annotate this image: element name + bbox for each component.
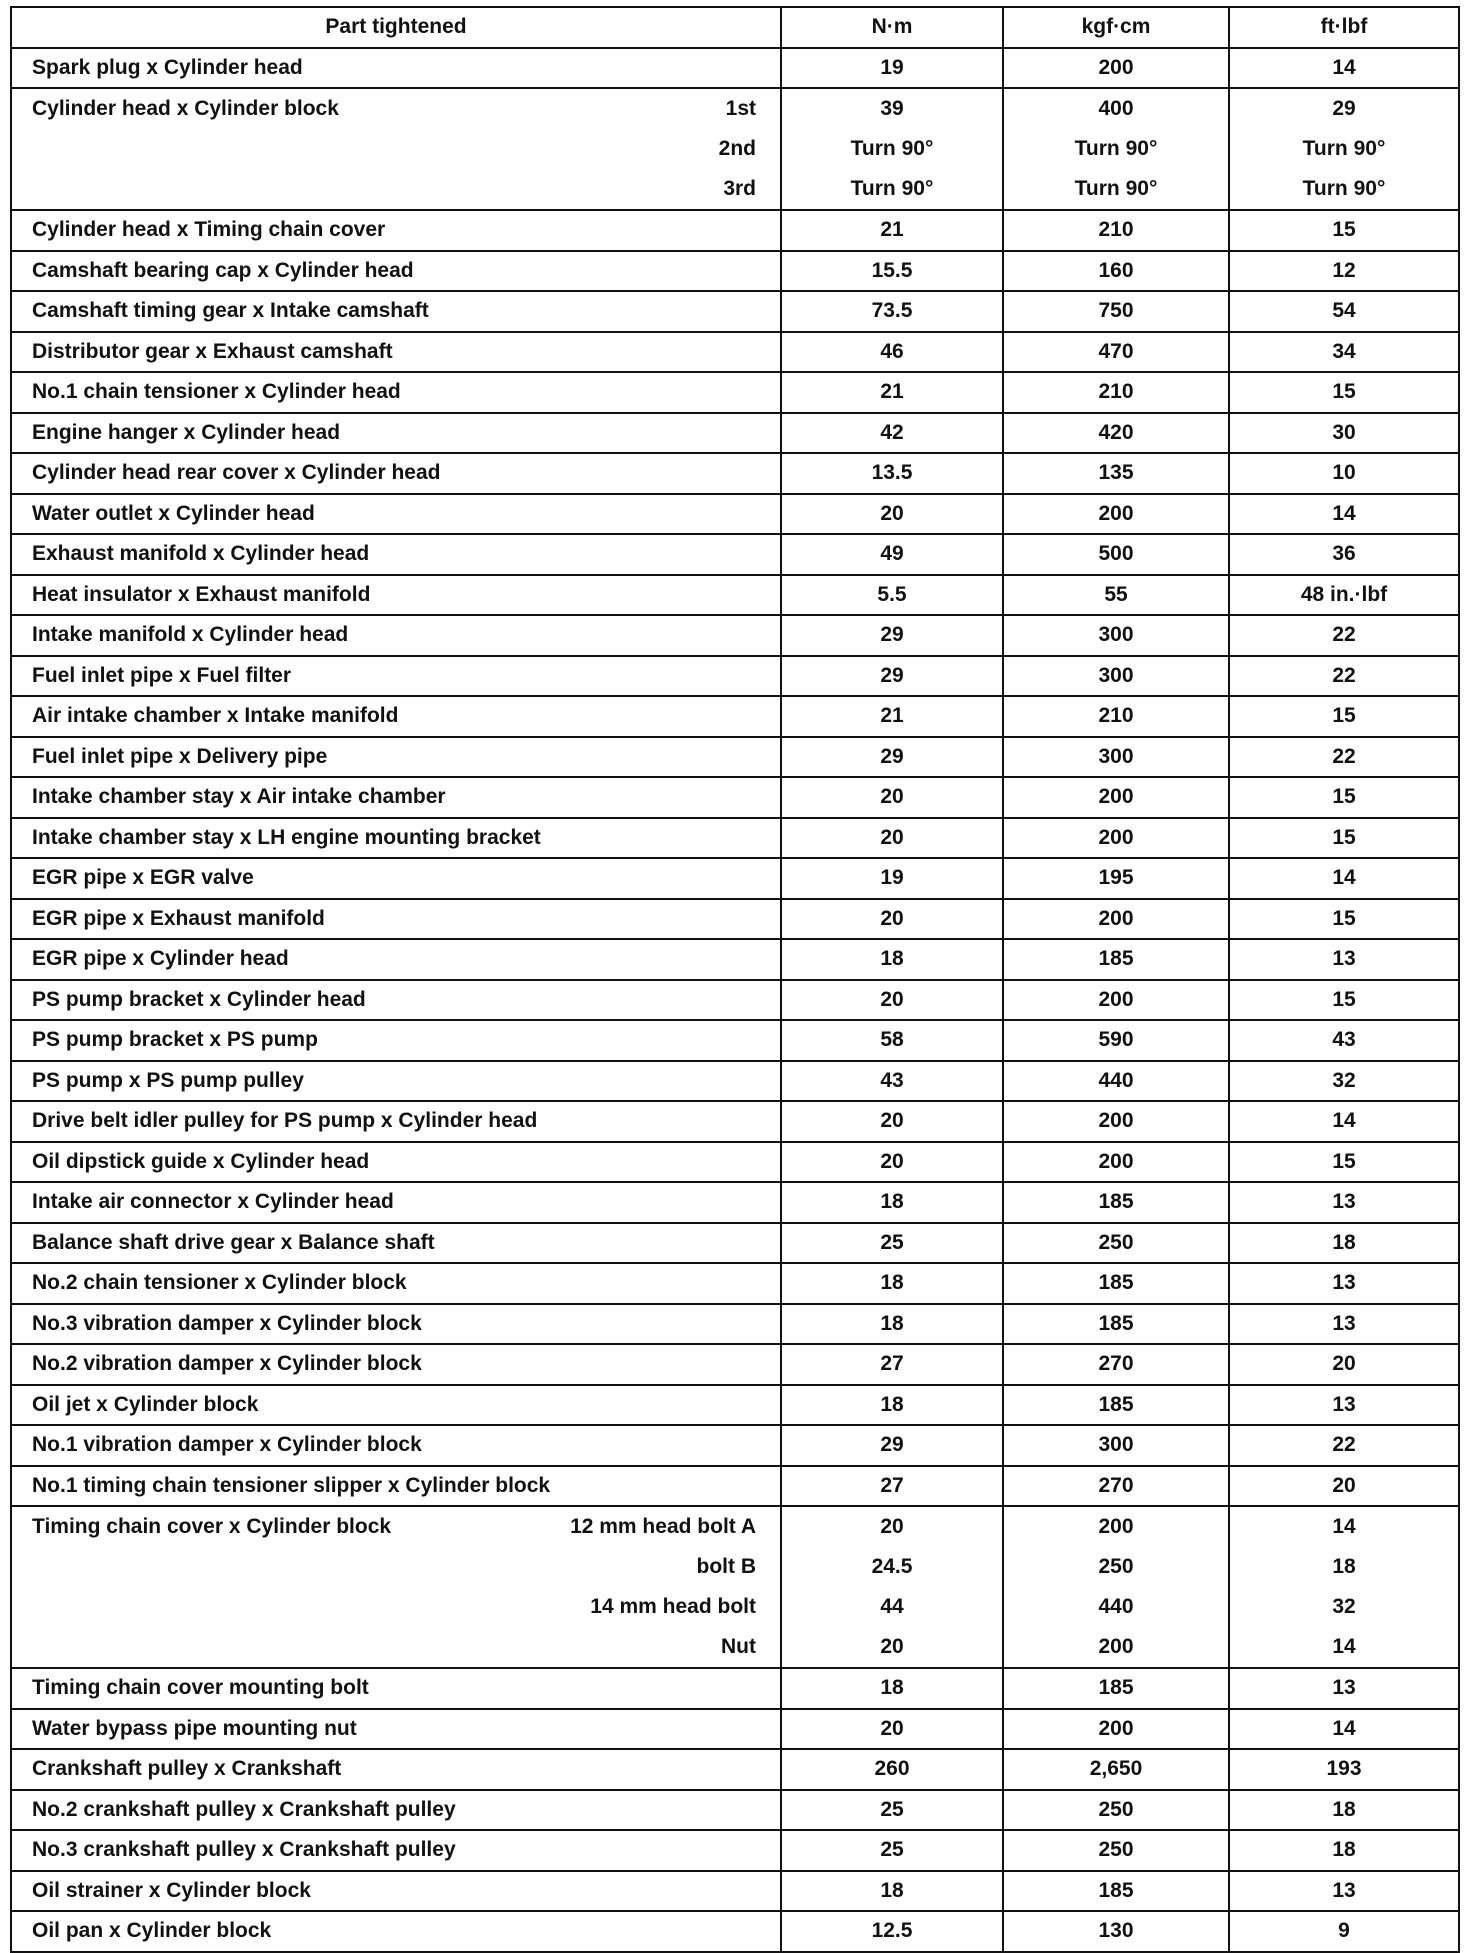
table-row <box>11 1790 1459 1831</box>
nm-cell: 18 <box>781 1871 1003 1912</box>
part-name: Cylinder head x Cylinder block <box>32 97 339 120</box>
table-row <box>11 615 1459 656</box>
header-ftlbf: ft·lbf <box>1229 7 1459 48</box>
nm-cell: 25 <box>781 1830 1003 1871</box>
kgfcm-cell: 185 <box>1003 1385 1229 1426</box>
ftlbf-step-value: Turn 90° <box>1302 177 1386 200</box>
ftlbf-cell: 15 <box>1229 899 1459 940</box>
part-cell: No.1 vibration damper x Cylinder block <box>11 1425 781 1466</box>
part-cell: EGR pipe x Cylinder head <box>11 939 781 980</box>
part-cell <box>11 1506 781 1668</box>
ftlbf-cell: 15 <box>1229 980 1459 1021</box>
step-line <box>32 89 770 129</box>
kgfcm-cell: 195 <box>1003 858 1229 899</box>
part-cell: Engine hanger x Cylinder head <box>11 413 781 454</box>
kgfcm-cell: 250 <box>1003 1790 1229 1831</box>
ftlbf-cell: 54 <box>1229 291 1459 332</box>
nm-cell: 25 <box>781 1790 1003 1831</box>
kgfcm-step-value: Turn 90° <box>1074 177 1158 200</box>
ftlbf-cell: 22 <box>1229 737 1459 778</box>
nm-cell: 46 <box>781 332 1003 373</box>
nm-cell: 20 <box>781 1101 1003 1142</box>
kgfcm-cell: 210 <box>1003 696 1229 737</box>
step-label: 1st <box>725 97 756 120</box>
part-cell: No.2 crankshaft pulley x Crankshaft pulley <box>11 1790 781 1831</box>
part-cell: PS pump x PS pump pulley <box>11 1061 781 1102</box>
nm-cell: 20 <box>781 818 1003 859</box>
nm-cell: 42 <box>781 413 1003 454</box>
ftlbf-cell: 9 <box>1229 1911 1459 1952</box>
kgfcm-cell: 185 <box>1003 1871 1229 1912</box>
kgfcm-cell: 200 <box>1003 1101 1229 1142</box>
ftlbf-cell: 14 <box>1229 494 1459 535</box>
part-cell: Distributor gear x Exhaust camshaft <box>11 332 781 373</box>
ftlbf-cell: 13 <box>1229 1871 1459 1912</box>
nm-cell: 58 <box>781 1020 1003 1061</box>
table-body <box>11 48 1459 1952</box>
ftlbf-step-value: 29 <box>1332 97 1356 120</box>
part-cell: Crankshaft pulley x Crankshaft <box>11 1749 781 1790</box>
nm-cell: 18 <box>781 1182 1003 1223</box>
ftlbf-cell <box>1229 1506 1459 1668</box>
ftlbf-cell: 20 <box>1229 1466 1459 1507</box>
kgfcm-cell: 200 <box>1003 48 1229 89</box>
ftlbf-step-value: 14 <box>1332 1515 1356 1538</box>
nm-cell: 20 <box>781 1709 1003 1750</box>
nm-cell <box>781 1506 1003 1668</box>
part-cell: No.2 vibration damper x Cylinder block <box>11 1344 781 1385</box>
part-cell: Cylinder head rear cover x Cylinder head <box>11 453 781 494</box>
nm-cell: 29 <box>781 1425 1003 1466</box>
step-label: 3rd <box>723 177 756 200</box>
ftlbf-cell: 14 <box>1229 1101 1459 1142</box>
kgfcm-cell: 750 <box>1003 291 1229 332</box>
table-row <box>11 1304 1459 1345</box>
table-row <box>11 656 1459 697</box>
table-row <box>11 534 1459 575</box>
table-row <box>11 1668 1459 1709</box>
kgfcm-cell: 300 <box>1003 737 1229 778</box>
part-cell: Water bypass pipe mounting nut <box>11 1709 781 1750</box>
table-row <box>11 372 1459 413</box>
ftlbf-cell: 15 <box>1229 777 1459 818</box>
nm-cell: 20 <box>781 494 1003 535</box>
part-cell: No.1 timing chain tensioner slipper x Cylinder block <box>11 1466 781 1507</box>
part-cell: Cylinder head x Timing chain cover <box>11 210 781 251</box>
kgfcm-cell: 440 <box>1003 1061 1229 1102</box>
table-row <box>11 1020 1459 1061</box>
table-row <box>11 1466 1459 1507</box>
kgfcm-cell: 185 <box>1003 1263 1229 1304</box>
table-row <box>11 777 1459 818</box>
part-cell: No.2 chain tensioner x Cylinder block <box>11 1263 781 1304</box>
header-part: Part tightened <box>11 7 781 48</box>
kgfcm-cell: 55 <box>1003 575 1229 616</box>
ftlbf-cell: 15 <box>1229 210 1459 251</box>
table-row <box>11 1749 1459 1790</box>
table-row <box>11 1871 1459 1912</box>
step-label: Nut <box>721 1635 756 1658</box>
table-row <box>11 575 1459 616</box>
nm-step-value: Turn 90° <box>850 137 934 160</box>
part-cell: EGR pipe x Exhaust manifold <box>11 899 781 940</box>
kgfcm-cell: 200 <box>1003 494 1229 535</box>
part-cell: Drive belt idler pulley for PS pump x Cylinder head <box>11 1101 781 1142</box>
ftlbf-cell: 18 <box>1229 1790 1459 1831</box>
part-cell: Camshaft bearing cap x Cylinder head <box>11 251 781 292</box>
part-cell: Fuel inlet pipe x Delivery pipe <box>11 737 781 778</box>
nm-cell: 18 <box>781 1668 1003 1709</box>
nm-cell: 5.5 <box>781 575 1003 616</box>
ftlbf-cell: 15 <box>1229 696 1459 737</box>
kgfcm-cell: 160 <box>1003 251 1229 292</box>
kgfcm-cell: 200 <box>1003 980 1229 1021</box>
ftlbf-cell: 15 <box>1229 1142 1459 1183</box>
torque-spec-table <box>10 6 1460 1953</box>
table-row <box>11 858 1459 899</box>
part-cell: Camshaft timing gear x Intake camshaft <box>11 291 781 332</box>
kgfcm-cell: 2,650 <box>1003 1749 1229 1790</box>
ftlbf-cell: 43 <box>1229 1020 1459 1061</box>
nm-cell: 19 <box>781 858 1003 899</box>
step-line <box>32 1507 770 1547</box>
table-row <box>11 48 1459 89</box>
nm-step-value: 24.5 <box>871 1555 913 1578</box>
nm-cell: 21 <box>781 210 1003 251</box>
part-cell: Oil jet x Cylinder block <box>11 1385 781 1426</box>
ftlbf-cell: 48 in.·lbf <box>1229 575 1459 616</box>
part-cell: Oil strainer x Cylinder block <box>11 1871 781 1912</box>
ftlbf-step-value: 32 <box>1332 1595 1356 1618</box>
step-line <box>32 129 770 169</box>
nm-cell: 20 <box>781 777 1003 818</box>
nm-cell: 21 <box>781 372 1003 413</box>
part-cell: Spark plug x Cylinder head <box>11 48 781 89</box>
kgfcm-cell: 500 <box>1003 534 1229 575</box>
table-row <box>11 939 1459 980</box>
table-row <box>11 88 1459 210</box>
nm-cell: 25 <box>781 1223 1003 1264</box>
table-row <box>11 1344 1459 1385</box>
step-label: bolt B <box>696 1555 756 1578</box>
kgfcm-step-value: Turn 90° <box>1074 137 1158 160</box>
kgfcm-cell: 185 <box>1003 939 1229 980</box>
ftlbf-cell: 14 <box>1229 858 1459 899</box>
kgfcm-cell: 135 <box>1003 453 1229 494</box>
table-row <box>11 1911 1459 1952</box>
ftlbf-cell: 15 <box>1229 818 1459 859</box>
kgfcm-cell: 130 <box>1003 1911 1229 1952</box>
ftlbf-step-value: Turn 90° <box>1302 137 1386 160</box>
ftlbf-step-value: 18 <box>1332 1555 1356 1578</box>
step-line <box>32 1547 770 1587</box>
ftlbf-cell: 32 <box>1229 1061 1459 1102</box>
step-line <box>32 1587 770 1627</box>
ftlbf-cell: 15 <box>1229 372 1459 413</box>
part-cell: Intake chamber stay x Air intake chamber <box>11 777 781 818</box>
nm-cell: 15.5 <box>781 251 1003 292</box>
ftlbf-cell: 22 <box>1229 615 1459 656</box>
part-cell: Balance shaft drive gear x Balance shaft <box>11 1223 781 1264</box>
ftlbf-cell: 14 <box>1229 1709 1459 1750</box>
kgfcm-cell: 270 <box>1003 1466 1229 1507</box>
table-row <box>11 1182 1459 1223</box>
ftlbf-cell: 193 <box>1229 1749 1459 1790</box>
nm-step-value: 39 <box>880 97 904 120</box>
nm-step-value: 20 <box>880 1515 904 1538</box>
ftlbf-cell: 14 <box>1229 48 1459 89</box>
nm-cell: 18 <box>781 1385 1003 1426</box>
kgfcm-cell: 470 <box>1003 332 1229 373</box>
table-row <box>11 737 1459 778</box>
nm-cell: 260 <box>781 1749 1003 1790</box>
part-cell: No.1 chain tensioner x Cylinder head <box>11 372 781 413</box>
kgfcm-cell: 200 <box>1003 899 1229 940</box>
ftlbf-cell: 34 <box>1229 332 1459 373</box>
table-row <box>11 1830 1459 1871</box>
ftlbf-cell: 13 <box>1229 1182 1459 1223</box>
kgfcm-cell: 200 <box>1003 1142 1229 1183</box>
kgfcm-cell: 210 <box>1003 210 1229 251</box>
table-row <box>11 453 1459 494</box>
step-label: 2nd <box>718 137 756 160</box>
table-row <box>11 1263 1459 1304</box>
kgfcm-cell: 420 <box>1003 413 1229 454</box>
nm-cell: 18 <box>781 939 1003 980</box>
kgfcm-cell: 200 <box>1003 1709 1229 1750</box>
nm-cell: 73.5 <box>781 291 1003 332</box>
table-row <box>11 1385 1459 1426</box>
nm-cell: 12.5 <box>781 1911 1003 1952</box>
nm-cell: 13.5 <box>781 453 1003 494</box>
part-name: Timing chain cover x Cylinder block <box>32 1515 392 1538</box>
kgfcm-cell: 300 <box>1003 615 1229 656</box>
table-row <box>11 291 1459 332</box>
part-cell: Oil pan x Cylinder block <box>11 1911 781 1952</box>
ftlbf-cell: 10 <box>1229 453 1459 494</box>
part-cell: Air intake chamber x Intake manifold <box>11 696 781 737</box>
kgfcm-cell: 210 <box>1003 372 1229 413</box>
kgfcm-cell: 185 <box>1003 1668 1229 1709</box>
step-label: 14 mm head bolt <box>590 1595 756 1618</box>
kgfcm-step-value: 250 <box>1098 1555 1134 1578</box>
ftlbf-step-value: 14 <box>1332 1635 1356 1658</box>
table-row <box>11 1101 1459 1142</box>
nm-cell: 20 <box>781 1142 1003 1183</box>
part-cell: PS pump bracket x PS pump <box>11 1020 781 1061</box>
ftlbf-cell: 18 <box>1229 1830 1459 1871</box>
nm-step-value: 20 <box>880 1635 904 1658</box>
nm-cell: 43 <box>781 1061 1003 1102</box>
kgfcm-cell: 250 <box>1003 1830 1229 1871</box>
nm-cell: 29 <box>781 656 1003 697</box>
nm-cell: 27 <box>781 1466 1003 1507</box>
table-row <box>11 251 1459 292</box>
kgfcm-step-value: 200 <box>1098 1635 1134 1658</box>
ftlbf-cell: 13 <box>1229 1385 1459 1426</box>
part-cell: Heat insulator x Exhaust manifold <box>11 575 781 616</box>
nm-step-value: 44 <box>880 1595 904 1618</box>
kgfcm-cell: 185 <box>1003 1182 1229 1223</box>
ftlbf-cell: 22 <box>1229 1425 1459 1466</box>
table-row <box>11 1142 1459 1183</box>
nm-cell: 18 <box>781 1263 1003 1304</box>
nm-cell: 29 <box>781 737 1003 778</box>
part-cell: Intake air connector x Cylinder head <box>11 1182 781 1223</box>
part-cell: Intake chamber stay x LH engine mounting bracket <box>11 818 781 859</box>
nm-cell: 29 <box>781 615 1003 656</box>
part-cell: PS pump bracket x Cylinder head <box>11 980 781 1021</box>
ftlbf-cell: 20 <box>1229 1344 1459 1385</box>
nm-cell: 27 <box>781 1344 1003 1385</box>
table-row <box>11 210 1459 251</box>
part-cell: No.3 crankshaft pulley x Crankshaft pulley <box>11 1830 781 1871</box>
nm-cell: 18 <box>781 1304 1003 1345</box>
kgfcm-cell: 270 <box>1003 1344 1229 1385</box>
part-cell: Fuel inlet pipe x Fuel filter <box>11 656 781 697</box>
kgfcm-cell: 590 <box>1003 1020 1229 1061</box>
table-row <box>11 332 1459 373</box>
step-line <box>32 169 770 209</box>
ftlbf-cell: 13 <box>1229 1304 1459 1345</box>
part-cell: EGR pipe x EGR valve <box>11 858 781 899</box>
nm-cell: 20 <box>781 899 1003 940</box>
table-row <box>11 980 1459 1021</box>
table-row <box>11 696 1459 737</box>
ftlbf-cell: 13 <box>1229 1263 1459 1304</box>
table-row <box>11 1506 1459 1668</box>
ftlbf-cell: 36 <box>1229 534 1459 575</box>
kgfcm-cell: 300 <box>1003 656 1229 697</box>
header-kgfcm: kgf·cm <box>1003 7 1229 48</box>
ftlbf-cell: 18 <box>1229 1223 1459 1264</box>
table-row <box>11 899 1459 940</box>
nm-step-value: Turn 90° <box>850 177 934 200</box>
nm-cell: 20 <box>781 980 1003 1021</box>
part-cell: Intake manifold x Cylinder head <box>11 615 781 656</box>
table-row <box>11 1709 1459 1750</box>
part-cell: Water outlet x Cylinder head <box>11 494 781 535</box>
part-cell <box>11 88 781 210</box>
header-nm: N·m <box>781 7 1003 48</box>
kgfcm-cell <box>1003 1506 1229 1668</box>
kgfcm-step-value: 400 <box>1098 97 1134 120</box>
ftlbf-cell <box>1229 88 1459 210</box>
kgfcm-step-value: 200 <box>1098 1515 1134 1538</box>
ftlbf-cell: 12 <box>1229 251 1459 292</box>
ftlbf-cell: 13 <box>1229 939 1459 980</box>
step-line <box>32 1627 770 1667</box>
nm-cell: 49 <box>781 534 1003 575</box>
table-row <box>11 1223 1459 1264</box>
kgfcm-cell: 200 <box>1003 818 1229 859</box>
kgfcm-cell: 185 <box>1003 1304 1229 1345</box>
step-label: 12 mm head bolt A <box>570 1515 756 1538</box>
nm-cell: 19 <box>781 48 1003 89</box>
ftlbf-cell: 30 <box>1229 413 1459 454</box>
table-row <box>11 494 1459 535</box>
kgfcm-cell: 250 <box>1003 1223 1229 1264</box>
table-row <box>11 413 1459 454</box>
part-cell: Timing chain cover mounting bolt <box>11 1668 781 1709</box>
ftlbf-cell: 13 <box>1229 1668 1459 1709</box>
header-row <box>11 7 1459 48</box>
nm-cell: 21 <box>781 696 1003 737</box>
table-row <box>11 1425 1459 1466</box>
table-row <box>11 1061 1459 1102</box>
part-cell: Oil dipstick guide x Cylinder head <box>11 1142 781 1183</box>
kgfcm-step-value: 440 <box>1098 1595 1134 1618</box>
kgfcm-cell: 300 <box>1003 1425 1229 1466</box>
table-row <box>11 818 1459 859</box>
part-cell: Exhaust manifold x Cylinder head <box>11 534 781 575</box>
part-cell: No.3 vibration damper x Cylinder block <box>11 1304 781 1345</box>
kgfcm-cell: 200 <box>1003 777 1229 818</box>
ftlbf-cell: 22 <box>1229 656 1459 697</box>
kgfcm-cell <box>1003 88 1229 210</box>
nm-cell <box>781 88 1003 210</box>
